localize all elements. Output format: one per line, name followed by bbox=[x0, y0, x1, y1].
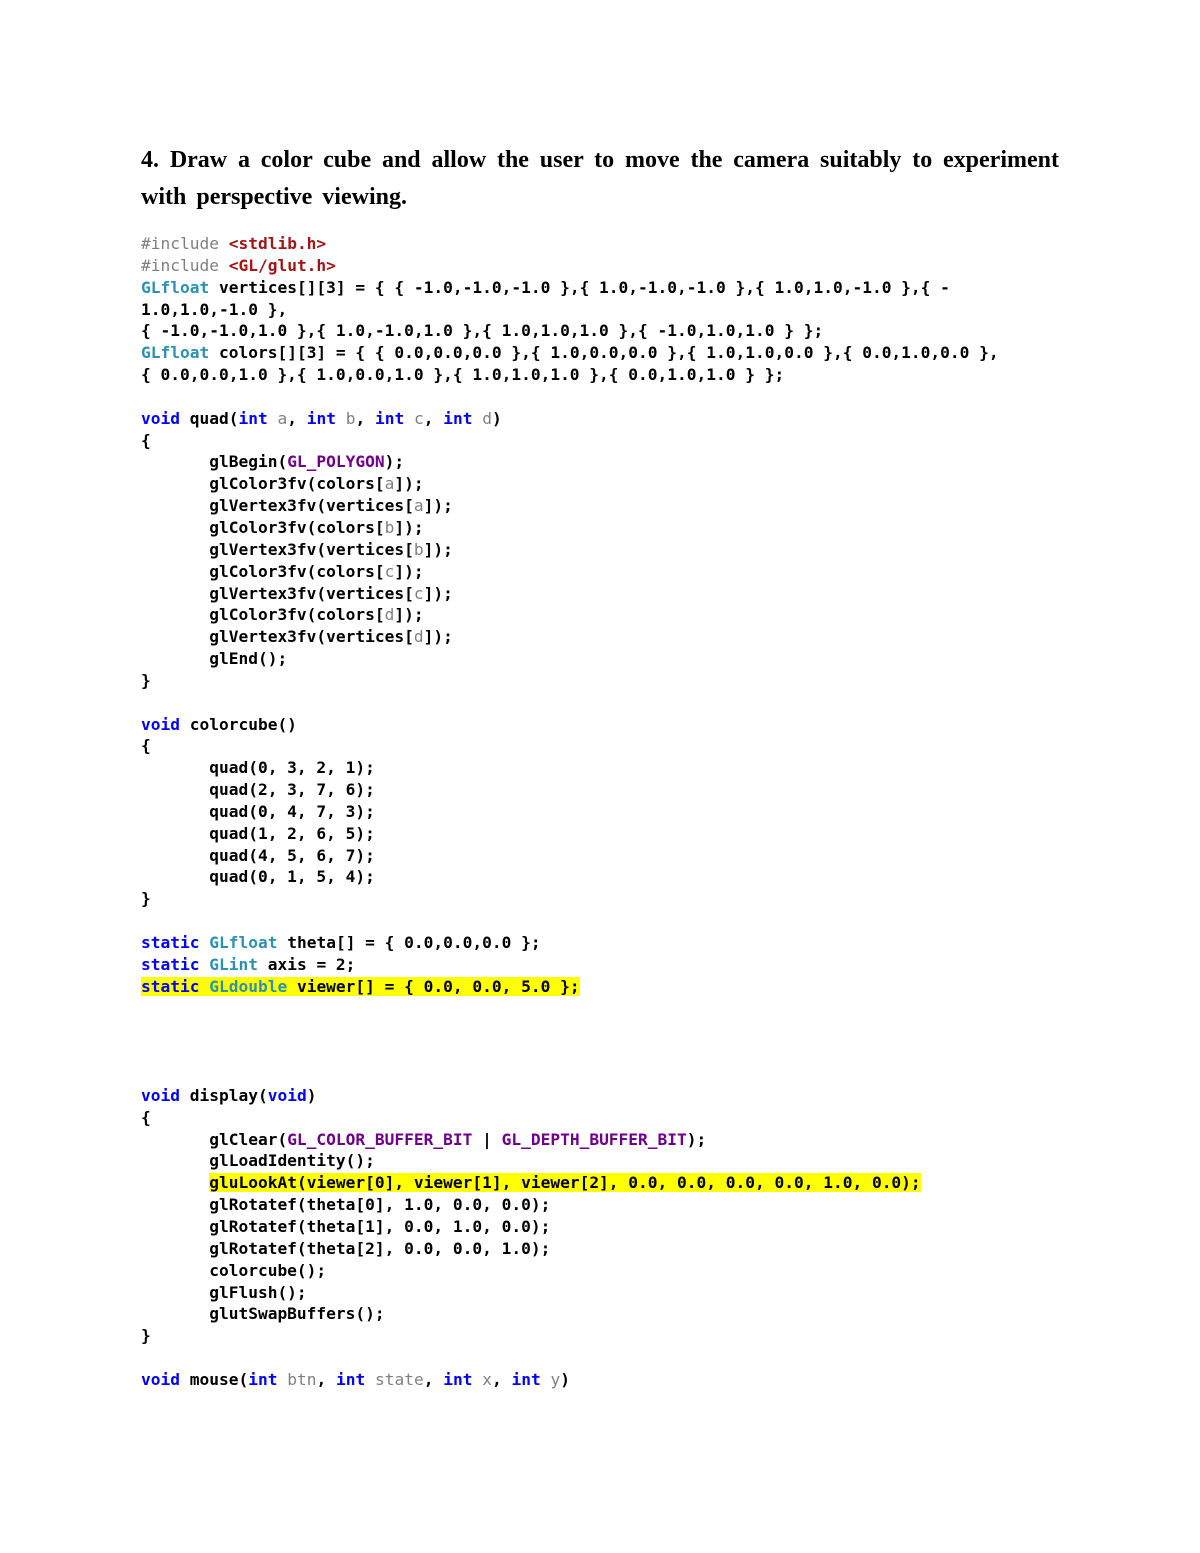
code-line bbox=[141, 430, 1101, 452]
code-line bbox=[141, 1041, 1101, 1063]
code-token: d bbox=[482, 408, 492, 428]
code-token: #include bbox=[141, 234, 229, 253]
code-token: int bbox=[248, 1369, 278, 1389]
code-token: GL_COLOR_BUFFER_BIT bbox=[287, 1129, 473, 1149]
code-line bbox=[141, 735, 1101, 757]
code-line bbox=[141, 779, 1101, 801]
code-token: quad(0, 1, 5, 4); bbox=[141, 867, 375, 887]
code-token bbox=[472, 409, 482, 428]
code-token: x bbox=[482, 1369, 492, 1389]
code-token: glEnd(); bbox=[141, 649, 288, 669]
code-line bbox=[141, 451, 1101, 473]
code-token: colorcube(); bbox=[141, 1260, 327, 1280]
question-heading: 4. Draw a color cube and allow the user to move the camera suitably to experiment with perspective viewing. bbox=[141, 147, 1059, 210]
code-token: static bbox=[141, 933, 200, 952]
code-line bbox=[141, 1107, 1101, 1129]
code-line bbox=[141, 408, 1101, 430]
code-token: glRotatef(theta[0], 1.0, 0.0, 0.0); bbox=[141, 1195, 551, 1215]
code-token: quad(0, 3, 2, 1); bbox=[141, 758, 375, 778]
code-token: { -1.0,-1.0,1.0 },{ 1.0,-1.0,1.0 },{ 1.0,1.0,1.0 },{ -1.0,1.0,1.0 } }; bbox=[141, 321, 824, 341]
code-line bbox=[141, 604, 1101, 626]
code-token: vertices[][3] = { { -1.0,-1.0,-1.0 },{ 1.0,-1.0,-1.0 },{ 1.0,1.0,-1.0 },{ - bbox=[209, 277, 950, 297]
code-line bbox=[141, 823, 1101, 845]
code-line bbox=[141, 1150, 1101, 1172]
code-token: b bbox=[345, 408, 356, 428]
code-token bbox=[199, 955, 209, 974]
code-line bbox=[141, 495, 1101, 517]
code-token: glRotatef(theta[2], 0.0, 0.0, 1.0); bbox=[141, 1238, 551, 1258]
code-line bbox=[141, 954, 1101, 976]
code-token bbox=[404, 409, 414, 428]
code-token: int bbox=[443, 408, 473, 428]
code-token: GL_POLYGON bbox=[287, 452, 385, 472]
code-line bbox=[141, 910, 1101, 932]
code-token: , bbox=[355, 408, 375, 428]
code-listing bbox=[141, 233, 1101, 1391]
code-token: viewer[] = { 0.0, 0.0, 5.0 }; bbox=[287, 976, 580, 996]
code-token: d bbox=[384, 605, 395, 625]
code-line bbox=[141, 1369, 1101, 1391]
code-line bbox=[141, 1085, 1101, 1107]
code-token: } bbox=[141, 670, 151, 690]
code-token: <stdlib.h> bbox=[228, 234, 327, 253]
code-line bbox=[141, 473, 1101, 495]
code-line bbox=[141, 757, 1101, 779]
code-token: , bbox=[287, 408, 307, 428]
code-token: c bbox=[413, 408, 424, 428]
code-line bbox=[141, 845, 1101, 867]
code-line bbox=[141, 1019, 1101, 1041]
code-token: ]); bbox=[394, 517, 424, 537]
code-token: glColor3fv(colors[ bbox=[141, 474, 385, 494]
code-token: glColor3fv(colors[ bbox=[141, 517, 385, 537]
code-line bbox=[141, 1129, 1101, 1151]
code-token: colors[][3] = { { 0.0,0.0,0.0 },{ 1.0,0.0,0.0 },{ 1.0,1.0,0.0 },{ 0.0,1.0,0.0 }, bbox=[209, 343, 999, 363]
code-line bbox=[141, 866, 1101, 888]
code-token: int bbox=[374, 408, 405, 428]
code-token bbox=[541, 1370, 551, 1389]
code-line bbox=[141, 1260, 1101, 1282]
code-line bbox=[141, 1216, 1101, 1238]
code-token: GLint bbox=[209, 954, 258, 974]
code-line bbox=[141, 1063, 1101, 1085]
code-token: } bbox=[141, 889, 151, 909]
code-token: static bbox=[141, 976, 200, 996]
code-line bbox=[141, 386, 1101, 408]
code-token bbox=[268, 409, 278, 428]
code-token: glBegin( bbox=[141, 452, 288, 472]
code-line bbox=[141, 1347, 1101, 1369]
code-token: { bbox=[141, 736, 151, 756]
code-token bbox=[141, 1173, 209, 1192]
code-token: int bbox=[306, 408, 336, 428]
code-token: axis = 2; bbox=[257, 954, 356, 974]
code-token: ]); bbox=[394, 474, 424, 494]
code-token: ); bbox=[686, 1129, 707, 1149]
code-token: ) bbox=[560, 1369, 570, 1389]
code-token: GLdouble bbox=[209, 976, 288, 996]
code-token: quad( bbox=[179, 408, 239, 428]
code-token: glLoadIdentity(); bbox=[141, 1151, 375, 1171]
code-token: c bbox=[384, 561, 395, 581]
code-line bbox=[141, 233, 1101, 255]
code-token: quad(4, 5, 6, 7); bbox=[141, 845, 375, 865]
code-token: GLfloat bbox=[209, 933, 278, 952]
code-token: a bbox=[277, 408, 288, 428]
code-token: int bbox=[238, 408, 268, 428]
code-line bbox=[141, 1172, 1101, 1194]
code-token: glColor3fv(colors[ bbox=[141, 605, 385, 625]
code-token: btn bbox=[287, 1369, 317, 1389]
code-token: void bbox=[141, 1085, 180, 1105]
code-token: state bbox=[374, 1369, 424, 1389]
code-line bbox=[141, 539, 1101, 561]
code-line bbox=[141, 648, 1101, 670]
code-token: void bbox=[267, 1085, 307, 1105]
code-line bbox=[141, 932, 1101, 954]
code-token: quad(0, 4, 7, 3); bbox=[141, 801, 375, 821]
code-token: d bbox=[413, 627, 424, 647]
code-token: void bbox=[141, 714, 180, 734]
code-token: ]); bbox=[394, 561, 424, 581]
code-line bbox=[141, 626, 1101, 648]
code-line bbox=[141, 1194, 1101, 1216]
code-line bbox=[141, 1282, 1101, 1304]
code-line bbox=[141, 1303, 1101, 1325]
code-line bbox=[141, 976, 1101, 998]
code-token: b bbox=[384, 517, 395, 537]
code-token: ); bbox=[384, 452, 405, 472]
code-line bbox=[141, 714, 1101, 736]
code-token: static bbox=[141, 954, 200, 974]
code-token: mouse( bbox=[179, 1369, 249, 1389]
code-token: #include bbox=[141, 255, 229, 275]
code-token: int bbox=[511, 1369, 541, 1389]
code-token: glVertex3fv(vertices[ bbox=[141, 583, 414, 603]
code-token: glVertex3fv(vertices[ bbox=[141, 539, 414, 559]
code-token: GLfloat bbox=[141, 343, 210, 363]
code-token: c bbox=[413, 583, 424, 603]
code-token: glFlush(); bbox=[141, 1282, 307, 1302]
code-line bbox=[141, 583, 1101, 605]
code-token: b bbox=[413, 539, 424, 559]
code-token: 1.0,1.0,-1.0 }, bbox=[141, 299, 288, 319]
code-token: int bbox=[443, 1369, 473, 1389]
code-token: ]); bbox=[423, 627, 453, 647]
code-token: { 0.0,0.0,1.0 },{ 1.0,0.0,1.0 },{ 1.0,1.0,1.0 },{ 0.0,1.0,1.0 } }; bbox=[141, 365, 785, 385]
code-token: y bbox=[550, 1369, 561, 1389]
code-token: ) bbox=[306, 1085, 317, 1105]
code-token bbox=[199, 977, 209, 996]
code-token bbox=[336, 409, 346, 428]
code-line bbox=[141, 364, 1101, 386]
code-token: ]); bbox=[423, 583, 453, 603]
code-line bbox=[141, 888, 1101, 910]
code-line bbox=[141, 1325, 1101, 1347]
code-line bbox=[141, 517, 1101, 539]
code-token: void bbox=[141, 1369, 180, 1389]
code-token: , bbox=[423, 408, 444, 428]
code-token: GL_DEPTH_BUFFER_BIT bbox=[501, 1129, 687, 1149]
code-token: ]); bbox=[423, 496, 453, 516]
code-token: a bbox=[413, 496, 424, 516]
code-token: , bbox=[423, 1369, 444, 1389]
code-token: ) bbox=[491, 408, 502, 428]
code-line bbox=[141, 801, 1101, 823]
code-token: void bbox=[141, 408, 180, 428]
code-token: ]); bbox=[394, 605, 424, 625]
code-token: glRotatef(theta[1], 0.0, 1.0, 0.0); bbox=[141, 1216, 551, 1236]
code-token: <GL/glut.h> bbox=[228, 255, 336, 275]
code-token: colorcube() bbox=[179, 714, 297, 734]
code-token bbox=[365, 1370, 375, 1389]
code-token: display( bbox=[179, 1085, 268, 1105]
code-token: glutSwapBuffers(); bbox=[141, 1304, 385, 1324]
code-token: int bbox=[335, 1369, 366, 1389]
code-token: , bbox=[316, 1369, 336, 1389]
code-token: glVertex3fv(vertices[ bbox=[141, 496, 414, 516]
code-token bbox=[277, 1370, 287, 1389]
code-token bbox=[472, 1370, 482, 1389]
code-line bbox=[141, 277, 1101, 299]
code-token: } bbox=[141, 1326, 151, 1346]
code-line bbox=[141, 998, 1101, 1020]
code-token: { bbox=[141, 1107, 151, 1127]
code-line bbox=[141, 561, 1101, 583]
code-token: glColor3fv(colors[ bbox=[141, 561, 385, 581]
code-line bbox=[141, 1238, 1101, 1260]
code-line bbox=[141, 342, 1101, 364]
code-line bbox=[141, 299, 1101, 321]
code-token: theta[] = { 0.0,0.0,0.0 }; bbox=[277, 933, 541, 952]
code-token: quad(1, 2, 6, 5); bbox=[141, 823, 375, 843]
code-token bbox=[199, 933, 209, 952]
code-token: | bbox=[472, 1129, 502, 1149]
code-line bbox=[141, 255, 1101, 277]
code-line bbox=[141, 320, 1101, 342]
code-token: ]); bbox=[423, 539, 453, 559]
code-token: a bbox=[384, 474, 395, 494]
code-token: quad(2, 3, 7, 6); bbox=[141, 780, 375, 800]
code-token: glVertex3fv(vertices[ bbox=[141, 627, 414, 647]
code-token: , bbox=[491, 1369, 512, 1389]
code-token: glClear( bbox=[141, 1129, 288, 1149]
code-line bbox=[141, 692, 1101, 714]
code-line bbox=[141, 670, 1101, 692]
code-token: { bbox=[141, 430, 151, 450]
code-token: gluLookAt(viewer[0], viewer[1], viewer[2], 0.0, 0.0, 0.0, 0.0, 1.0, 0.0); bbox=[209, 1173, 921, 1193]
code-token: GLfloat bbox=[141, 277, 210, 297]
